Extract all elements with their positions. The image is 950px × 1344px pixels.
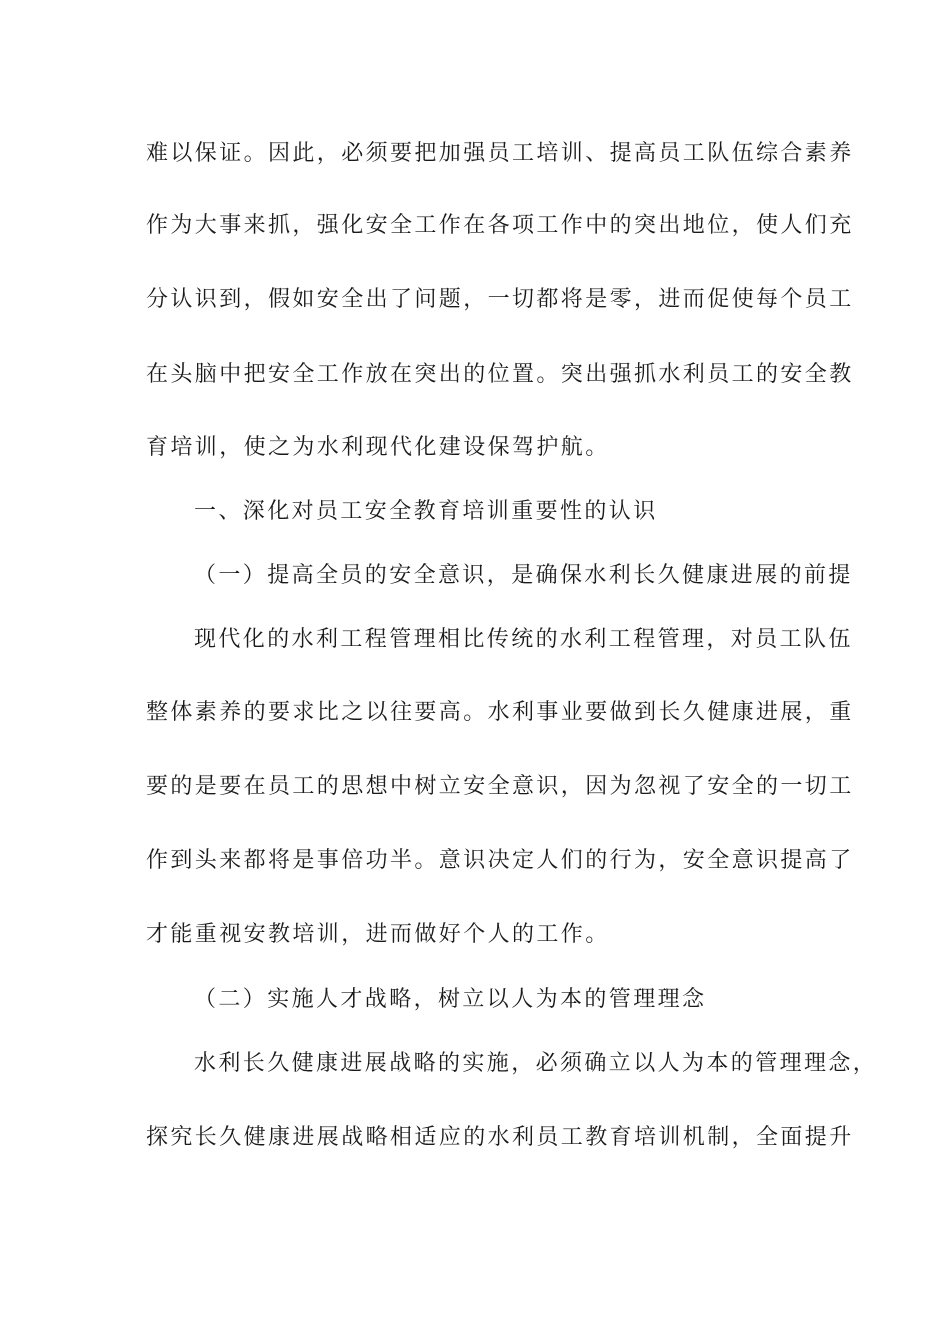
paragraph-1-line-4: 作到头来都将是事倍功半。意识决定人们的行为，安全意识提高了 [146,848,854,873]
paragraph-2-line-1: 水利长久健康进展战略的实施，必须确立以人为本的管理理念， [194,1051,878,1076]
body-line-3: 分认识到，假如安全出了问题，一切都将是零，进而促使每个员工 [146,287,854,312]
body-line-5: 育培训，使之为水利现代化建设保驾护航。 [146,435,610,460]
body-line-2: 作为大事来抓，强化安全工作在各项工作中的突出地位，使人们充 [146,213,854,238]
subsection-heading-2: （二）实施人才战略，树立以人为本的管理理念 [194,987,707,1012]
subsection-heading-1: （一）提高全员的安全意识，是确保水利长久健康进展的前提 [194,563,853,588]
paragraph-2-line-2: 探究长久健康进展战略相适应的水利员工教育培训机制，全面提升 [146,1125,854,1150]
body-line-1: 难以保证。因此，必须要把加强员工培训、提高员工队伍综合素养 [146,141,854,166]
paragraph-1-line-1: 现代化的水利工程管理相比传统的水利工程管理，对员工队伍 [194,627,853,652]
paragraph-1-line-2: 整体素养的要求比之以往要高。水利事业要做到长久健康进展，重 [146,700,854,725]
paragraph-1-line-5: 才能重视安教培训，进而做好个人的工作。 [146,922,610,947]
paragraph-1-line-3: 要的是要在员工的思想中树立安全意识，因为忽视了安全的一切工 [146,774,854,799]
section-heading-1: 一、深化对员工安全教育培训重要性的认识 [194,499,658,524]
body-line-4: 在头脑中把安全工作放在突出的位置。突出强抓水利员工的安全教 [146,362,854,387]
